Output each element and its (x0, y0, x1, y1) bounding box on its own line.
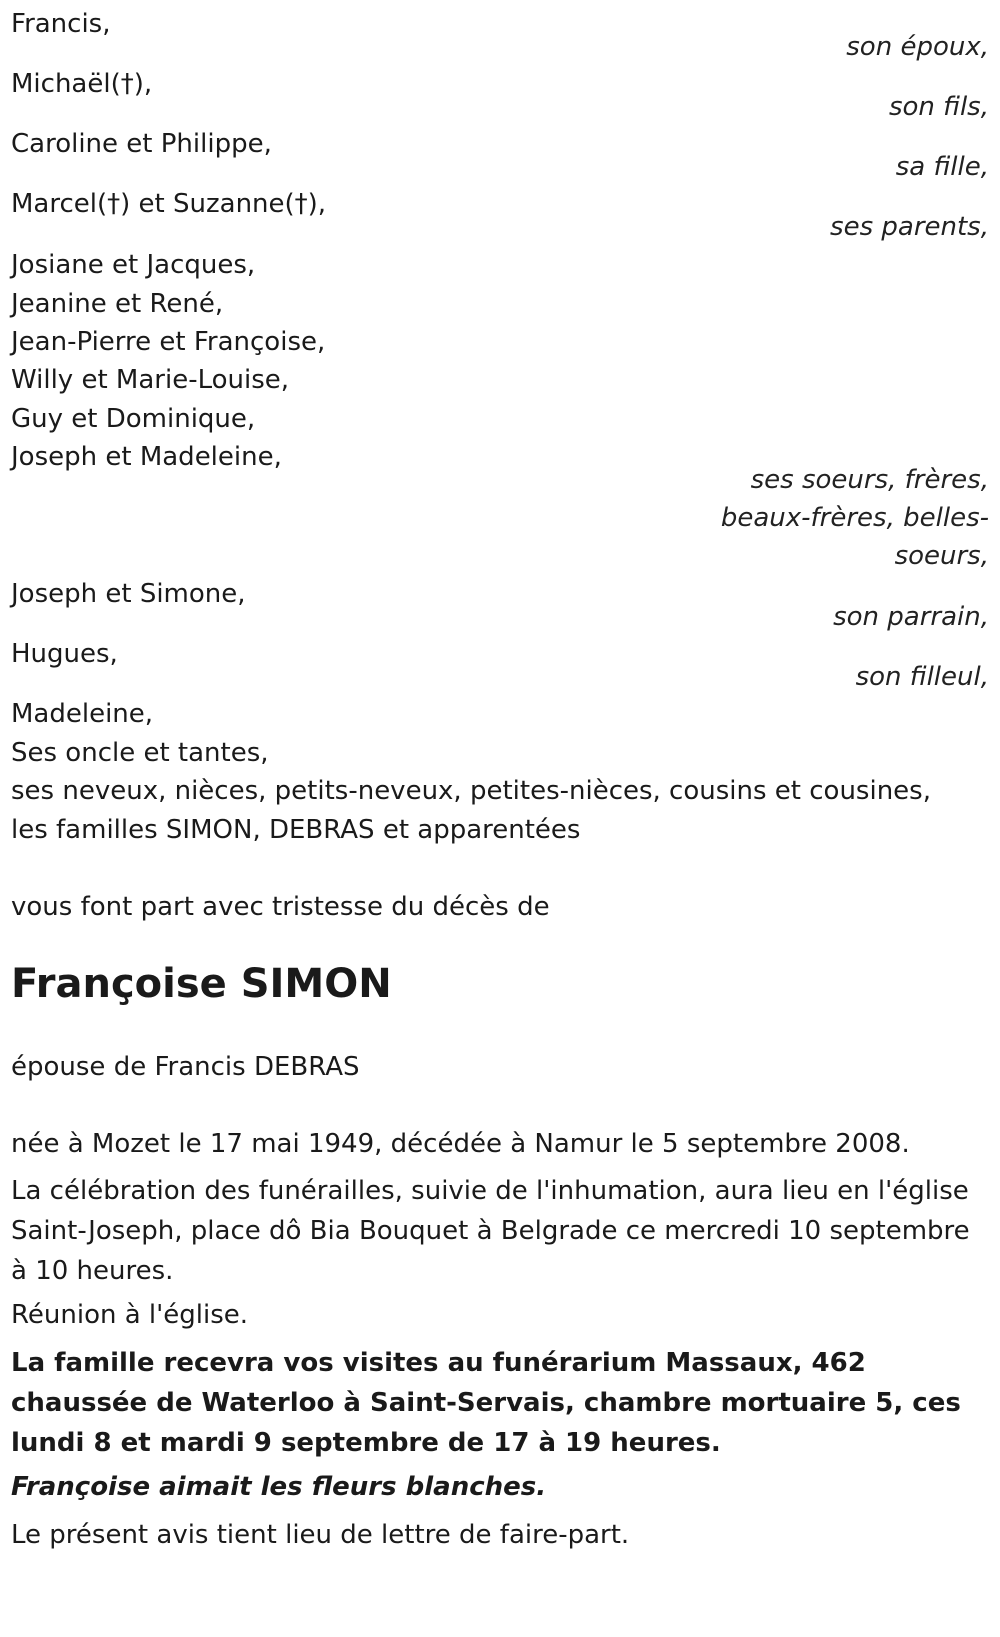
sibling-line: Willy et Marie-Louise, (11, 365, 290, 395)
family-name-1: Francis, (11, 9, 111, 39)
family-role-2: son fils, (888, 92, 989, 122)
notice-line: Le présent avis tient lieu de lettre de faire-part. (11, 1520, 630, 1550)
family-role-1: son époux, (846, 32, 989, 62)
godparent-role: son parrain, (833, 602, 989, 632)
other-relatives: les familles SIMON, DEBRAS et apparentées (11, 815, 581, 845)
family-role-4: ses parents, (830, 212, 989, 242)
siblings-role: ses soeurs, frères, (750, 465, 989, 495)
siblings-role: beaux-frères, belles- (720, 503, 989, 533)
sibling-line: Jean-Pierre et Françoise, (11, 327, 326, 357)
sibling-line: Joseph et Madeleine, (11, 442, 282, 472)
godparent-name: Joseph et Simone, (11, 579, 246, 609)
other-relatives: Ses oncle et tantes, (11, 738, 269, 768)
godchild-name: Hugues, (11, 639, 118, 669)
meeting-line: Réunion à l'église. (11, 1300, 249, 1330)
siblings-role: soeurs, (894, 541, 989, 571)
family-name-4: Marcel(†) et Suzanne(†), (11, 189, 327, 219)
birth-death-line: née à Mozet le 17 mai 1949, décédée à Namur le 5 septembre 2008. (11, 1129, 910, 1159)
sibling-line: Josiane et Jacques, (11, 250, 256, 280)
family-name-2: Michaël(†), (11, 69, 153, 99)
spouse-line: épouse de Francis DEBRAS (11, 1052, 360, 1082)
deceased-name: Françoise SIMON (11, 961, 392, 1007)
flowers-line: Françoise aimait les fleurs blanches. (11, 1472, 547, 1502)
visits-paragraph: La famille recevra vos visites au funérarium Massaux, 462 chaussée de Waterloo à Saint-Servais, chambre mortuaire 5, ces lundi 8 et mardi 9 septembre de 17 à 19 heures. (11, 1348, 961, 1458)
other-relatives: Madeleine, (11, 699, 154, 729)
godchild-role: son filleul, (855, 662, 989, 692)
announcement-text: vous font part avec tristesse du décès de (11, 892, 550, 922)
ceremony-paragraph: La célébration des funérailles, suivie de l'inhumation, aura lieu en l'église Saint-Joseph, place dô Bia Bouquet à Belgrade ce mercredi 10 septembre à 10 heures. (11, 1176, 970, 1286)
sibling-line: Guy et Dominique, (11, 404, 256, 434)
sibling-line: Jeanine et René, (11, 289, 224, 319)
other-relatives: ses neveux, nièces, petits-neveux, petites-nièces, cousins et cousines, (11, 776, 931, 806)
family-name-3: Caroline et Philippe, (11, 129, 272, 159)
family-role-3: sa fille, (895, 152, 989, 182)
